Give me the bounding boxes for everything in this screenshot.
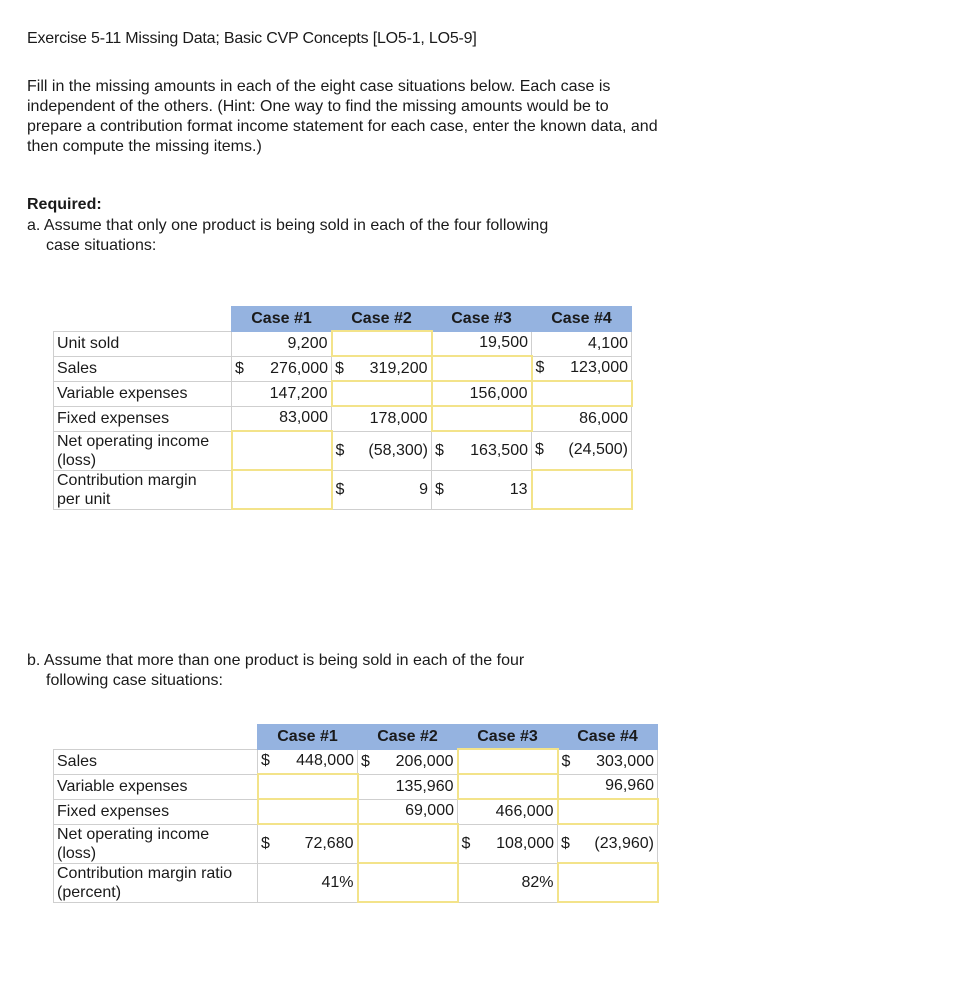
variable-expenses-case-2-input[interactable] [332,381,432,406]
row-label-cm-ratio: Contribution margin ratio (percent) [54,863,258,902]
cm-per-unit-case-1-input[interactable] [232,470,332,509]
header-case-2: Case #2 [358,725,458,750]
header-case-1: Case #1 [258,725,358,750]
table-row [54,356,632,381]
cm-ratio-case-4-input[interactable] [558,863,658,902]
exercise-title: Exercise 5-11 Missing Data; Basic CVP Concepts [LO5-1, LO5-9] [27,30,477,47]
sales-case-1: $ 276,000 [232,356,332,381]
net-operating-income-case-3: $ 163,500 [432,431,532,470]
part-b-line2: following case situations: [46,672,223,689]
net-operating-income-case-1-input[interactable] [232,431,332,470]
net-operating-income-case-2-input[interactable] [358,824,458,863]
instructions: Fill in the missing amounts in each of the eight case situations below. Each case is independent of the others. (Hint: One way to find the missing amounts would be to prepare a contribution format income statement for each case, enter the known data, and then compute the missing items.) [27,78,658,155]
header-case-4: Case #4 [532,307,632,332]
row-label-unit-sold: Unit sold [54,331,232,356]
sales-case-3-input[interactable] [458,749,558,774]
variable-expenses-case-2: 135,960 [358,774,458,799]
net-operating-income-case-4: $ (23,960) [558,824,658,863]
sales-case-4: $ 303,000 [558,749,658,774]
table-row [54,406,632,431]
cm-ratio-case-1: 41% [258,863,358,902]
row-label-cm-per-unit: Contribution margin per unit [54,470,232,509]
header-case-4: Case #4 [558,725,658,750]
sales-case-3-input[interactable] [432,356,532,381]
part-a-description [27,216,647,256]
net-operating-income-case-4: $ (24,500) [532,431,632,470]
row-label-fixed-expenses: Fixed expenses [54,799,258,824]
cm-per-unit-case-2: $ 9 [332,470,432,509]
variable-expenses-case-3-input[interactable] [458,774,558,799]
table-row [54,381,632,406]
part-a-line1: a. Assume that only one product is being sold in each of the four following [27,217,549,234]
fixed-expenses-case-1-input[interactable] [258,799,358,824]
net-operating-income-case-2: $ (58,300) [332,431,432,470]
variable-expenses-case-1-input[interactable] [258,774,358,799]
cm-ratio-case-3: 82% [458,863,558,902]
row-label-net-operating-income: Net operating income (loss) [54,431,232,470]
cm-ratio-case-2-input[interactable] [358,863,458,902]
header-case-3: Case #3 [458,725,558,750]
part-b-description [27,651,647,691]
variable-expenses-case-1: 147,200 [232,381,332,406]
required-heading: Required: [27,196,102,213]
unit-sold-case-2-input[interactable] [332,331,432,356]
header-case-2: Case #2 [332,307,432,332]
row-label-variable-expenses: Variable expenses [54,774,258,799]
row-label-variable-expenses: Variable expenses [54,381,232,406]
variable-expenses-case-3: 156,000 [432,381,532,406]
sales-case-4: $ 123,000 [532,356,632,381]
header-blank [54,307,232,332]
fixed-expenses-case-3: 466,000 [458,799,558,824]
cm-per-unit-case-4-input[interactable] [532,470,632,509]
fixed-expenses-case-4: 86,000 [532,406,632,431]
part-a-table [53,306,633,510]
fixed-expenses-case-2: 69,000 [358,799,458,824]
table-row [54,824,658,863]
row-label-net-operating-income: Net operating income (loss) [54,824,258,863]
net-operating-income-case-1: $ 72,680 [258,824,358,863]
variable-expenses-case-4: 96,960 [558,774,658,799]
sales-case-2: $ 206,000 [358,749,458,774]
table-row [54,774,658,799]
row-label-fixed-expenses: Fixed expenses [54,406,232,431]
row-label-sales: Sales [54,749,258,774]
header-case-1: Case #1 [232,307,332,332]
fixed-expenses-case-3-input[interactable] [432,406,532,431]
table-row [54,431,632,470]
header-case-3: Case #3 [432,307,532,332]
net-operating-income-case-3: $ 108,000 [458,824,558,863]
table-row [54,863,658,902]
table-row [54,331,632,356]
cm-per-unit-case-3: $ 13 [432,470,532,509]
fixed-expenses-case-1: 83,000 [232,406,332,431]
part-b-line1: b. Assume that more than one product is being sold in each of the four [27,652,525,669]
table-row [54,799,658,824]
fixed-expenses-case-4-input[interactable] [558,799,658,824]
sales-case-1: $ 448,000 [258,749,358,774]
part-a-line2: case situations: [46,237,157,254]
unit-sold-case-3: 19,500 [432,331,532,356]
header-blank [54,725,258,750]
table-row [54,749,658,774]
unit-sold-case-1: 9,200 [232,331,332,356]
fixed-expenses-case-2: 178,000 [332,406,432,431]
unit-sold-case-4: 4,100 [532,331,632,356]
row-label-sales: Sales [54,356,232,381]
sales-case-2: $ 319,200 [332,356,432,381]
variable-expenses-case-4-input[interactable] [532,381,632,406]
table-row [54,470,632,509]
part-b-table [53,724,659,903]
